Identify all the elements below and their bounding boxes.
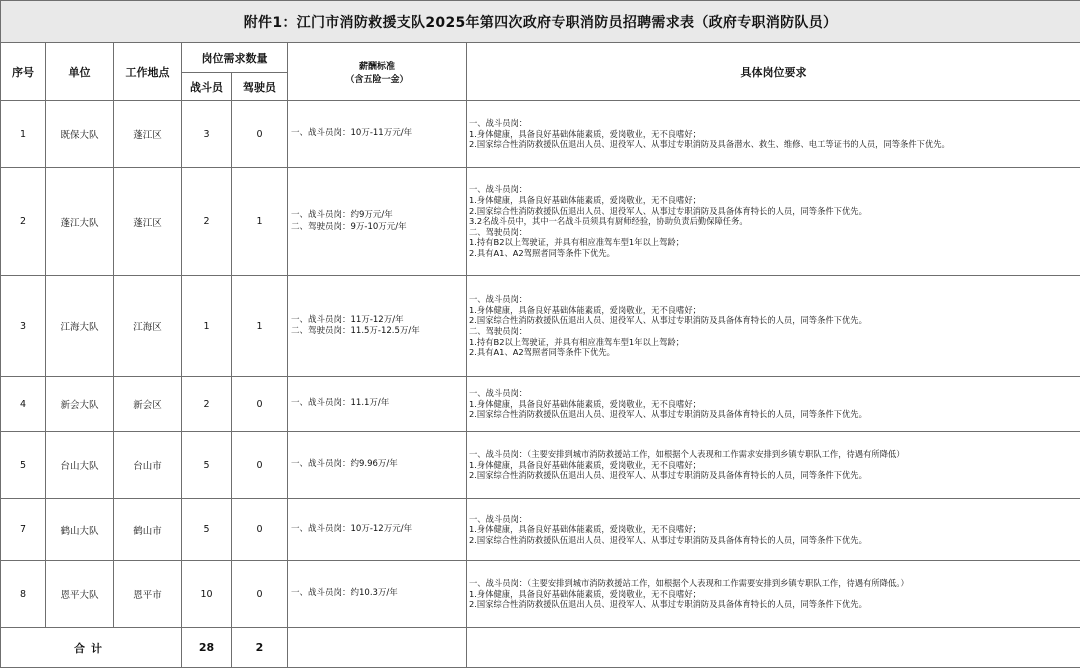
row-requirements-cell xyxy=(467,377,1080,432)
header-unit: 单位 xyxy=(46,43,114,101)
requirement-line: 1.持有B2以上驾驶证，并具有相应准驾车型1年以上驾龄； xyxy=(469,336,684,347)
row-requirements-cell xyxy=(467,101,1080,168)
row-index-cell: 5 xyxy=(1,432,46,499)
salary-line: 一、战斗员岗：10万-12万元/年 xyxy=(291,523,413,534)
requirement-line: 一、战斗员岗： xyxy=(469,118,528,129)
requirement-line: 1.身体健康，具备良好基础体能素质，爱岗敬业，无不良嗜好； xyxy=(469,304,701,315)
requirement-line: 一、战斗员岗： xyxy=(469,388,528,399)
row-fighter-count-cell: 3 xyxy=(182,101,232,168)
row-fighter-count-cell: 2 xyxy=(182,168,232,276)
salary-line: 一、战斗员岗：11万-12万/年 xyxy=(291,314,404,325)
row-location-cell: 蓬江区 xyxy=(114,168,182,276)
row-driver-count-cell: 0 xyxy=(232,101,288,168)
row-fighter-count-cell: 5 xyxy=(182,499,232,561)
total-requirements-empty xyxy=(467,628,1080,668)
total-driver-count: 2 xyxy=(232,628,288,668)
header-index: 序号 xyxy=(1,43,46,101)
requirement-line: 1.身体健康，具备良好基础体能素质，爱岗敬业，无不良嗜好； xyxy=(469,524,701,535)
header-fighter: 战斗员 xyxy=(182,73,232,101)
requirement-line: 2.具有A1、A2驾照者同等条件下优先。 xyxy=(469,248,615,259)
header-salary xyxy=(288,43,467,101)
row-driver-count-cell: 1 xyxy=(232,276,288,377)
row-index-cell: 1 xyxy=(1,101,46,168)
requirement-line: 一、战斗员岗： xyxy=(469,294,528,305)
requirement-line: 2.国家综合性消防救援队伍退出人员、退役军人、从事过专职消防及具备体育特长的人员，同等条件下优先。 xyxy=(469,205,867,216)
total-row xyxy=(1,628,1080,668)
row-fighter-count-cell: 5 xyxy=(182,432,232,499)
salary-line: 一、战斗员岗：10万-11万元/年 xyxy=(291,128,413,139)
row-driver-count-cell: 0 xyxy=(232,499,288,561)
salary-line: 一、战斗员岗：11.1万/年 xyxy=(291,398,390,409)
salary-line: 一、战斗员岗：约10.3万/年 xyxy=(291,588,398,599)
requirement-line: 3.2名战斗员中，其中一名战斗员须具有厨师经验，协助负责后勤保障任务。 xyxy=(469,216,748,227)
row-driver-count-cell: 0 xyxy=(232,432,288,499)
row-fighter-count-cell: 1 xyxy=(182,276,232,377)
requirement-line: 1.身体健康，具备良好基础体能素质，爱岗敬业，无不良嗜好； xyxy=(469,128,701,139)
salary-line: 二、驾驶员岗：11.5万-12.5万/年 xyxy=(291,326,420,336)
header-driver: 驾驶员 xyxy=(232,73,288,101)
requirement-line: 1.持有B2以上驾驶证，并具有相应准驾车型1年以上驾龄； xyxy=(469,237,684,248)
requirement-line: 2.国家综合性消防救援队伍退出人员、退役军人、从事过专职消防及具备体育特长的人员，同等条件下优先。 xyxy=(469,409,867,420)
requirement-line: 1.身体健康，具备良好基础体能素质，爱岗敬业，无不良嗜好； xyxy=(469,459,701,470)
requirement-line: 1.身体健康，具备良好基础体能素质，爱岗敬业，无不良嗜好； xyxy=(469,194,701,205)
header-salary-title: 薪酬标准 xyxy=(358,61,395,72)
header-salary-note: （含五险一金） xyxy=(345,74,409,85)
row-unit-cell: 鹤山大队 xyxy=(46,499,114,561)
table-row xyxy=(1,561,1080,628)
row-index-cell: 3 xyxy=(1,276,46,377)
requirement-line: 2.国家综合性消防救援队伍退出人员、退役军人、从事过专职消防及具备潜水、救生、维修、电工等证书的人员，同等条件下优先。 xyxy=(469,139,950,150)
salary-line: 一、战斗员岗：约9.96万/年 xyxy=(291,459,398,470)
total-salary-empty xyxy=(288,628,467,668)
table-row xyxy=(1,101,1080,168)
requirement-line: 1.身体健康，具备良好基础体能素质，爱岗敬业，无不良嗜好； xyxy=(469,588,701,599)
requirement-line: 一、战斗员岗： xyxy=(469,184,528,195)
row-requirements-cell xyxy=(467,561,1080,628)
row-salary-cell xyxy=(288,276,467,377)
row-driver-count-cell: 0 xyxy=(232,561,288,628)
header-demand: 岗位需求数量 xyxy=(182,43,288,73)
table-row xyxy=(1,432,1080,499)
row-requirements-cell xyxy=(467,276,1080,377)
row-location-cell: 台山市 xyxy=(114,432,182,499)
row-index-cell: 4 xyxy=(1,377,46,432)
table-row xyxy=(1,276,1080,377)
row-index-cell: 7 xyxy=(1,499,46,561)
requirement-line: 2.国家综合性消防救援队伍退出人员、退役军人、从事过专职消防及具备体育特长的人员，同等条件下优先。 xyxy=(469,599,867,610)
salary-line: 一、战斗员岗：约9万元/年 xyxy=(291,210,393,221)
row-location-cell: 江海区 xyxy=(114,276,182,377)
requirement-line: 2.国家综合性消防救援队伍退出人员、退役军人、从事过专职消防及具备体育特长的人员，同等条件下优先。 xyxy=(469,534,867,545)
row-location-cell: 蓬江区 xyxy=(114,101,182,168)
table-title: 附件1：江门市消防救援支队2025年第四次政府专职消防员招聘需求表（政府专职消防队员） xyxy=(1,1,1080,43)
requirement-line: 二、驾驶员岗： xyxy=(469,326,528,336)
row-index-cell: 8 xyxy=(1,561,46,628)
total-label: 合计 xyxy=(1,628,182,668)
row-requirements-cell xyxy=(467,168,1080,276)
row-fighter-count-cell: 2 xyxy=(182,377,232,432)
row-salary-cell xyxy=(288,377,467,432)
requirement-line: 1.身体健康，具备良好基础体能素质，爱岗敬业，无不良嗜好； xyxy=(469,398,701,409)
requirement-line: 一、战斗员岗：（主要安排到城市消防救援站工作，如根据个人表现和工作需求安排到乡镇专职队工作，待遇有所降低） xyxy=(469,449,905,460)
row-unit-cell: 台山大队 xyxy=(46,432,114,499)
row-salary-cell xyxy=(288,101,467,168)
row-fighter-count-cell: 10 xyxy=(182,561,232,628)
row-index-cell: 2 xyxy=(1,168,46,276)
row-salary-cell xyxy=(288,499,467,561)
salary-line: 二、驾驶员岗：9万-10万元/年 xyxy=(291,221,407,232)
total-fighter-count: 28 xyxy=(182,628,232,668)
row-unit-cell: 江海大队 xyxy=(46,276,114,377)
row-unit-cell: 新会大队 xyxy=(46,377,114,432)
table-row xyxy=(1,168,1080,276)
requirement-line: 一、战斗员岗： xyxy=(469,513,528,524)
row-driver-count-cell: 1 xyxy=(232,168,288,276)
requirement-line: 一、战斗员岗：（主要安排到城市消防救援站工作，如根据个人表现和工作需要安排到乡镇专职队工作，待遇有所降低。） xyxy=(469,578,909,589)
table-row xyxy=(1,499,1080,561)
row-requirements-cell xyxy=(467,499,1080,561)
row-location-cell: 恩平市 xyxy=(114,561,182,628)
requirement-line: 二、驾驶员岗： xyxy=(469,226,528,237)
table-row xyxy=(1,377,1080,432)
row-driver-count-cell: 0 xyxy=(232,377,288,432)
row-salary-cell xyxy=(288,432,467,499)
row-unit-cell: 蓬江大队 xyxy=(46,168,114,276)
row-salary-cell xyxy=(288,561,467,628)
row-location-cell: 新会区 xyxy=(114,377,182,432)
requirement-line: 2.国家综合性消防救援队伍退出人员、退役军人、从事过专职消防及具备体育特长的人员，同等条件下优先。 xyxy=(469,470,867,481)
row-salary-cell xyxy=(288,168,467,276)
header-location: 工作地点 xyxy=(114,43,182,101)
header-requirements: 具体岗位要求 xyxy=(467,43,1080,101)
row-unit-cell: 恩平大队 xyxy=(46,561,114,628)
row-location-cell: 鹤山市 xyxy=(114,499,182,561)
requirement-line: 2.具有A1、A2驾照者同等条件下优先。 xyxy=(469,347,615,358)
row-requirements-cell xyxy=(467,432,1080,499)
row-unit-cell: 既保大队 xyxy=(46,101,114,168)
requirement-line: 2.国家综合性消防救援队伍退出人员、退役军人、从事过专职消防及具备体育特长的人员，同等条件下优先。 xyxy=(469,315,867,326)
